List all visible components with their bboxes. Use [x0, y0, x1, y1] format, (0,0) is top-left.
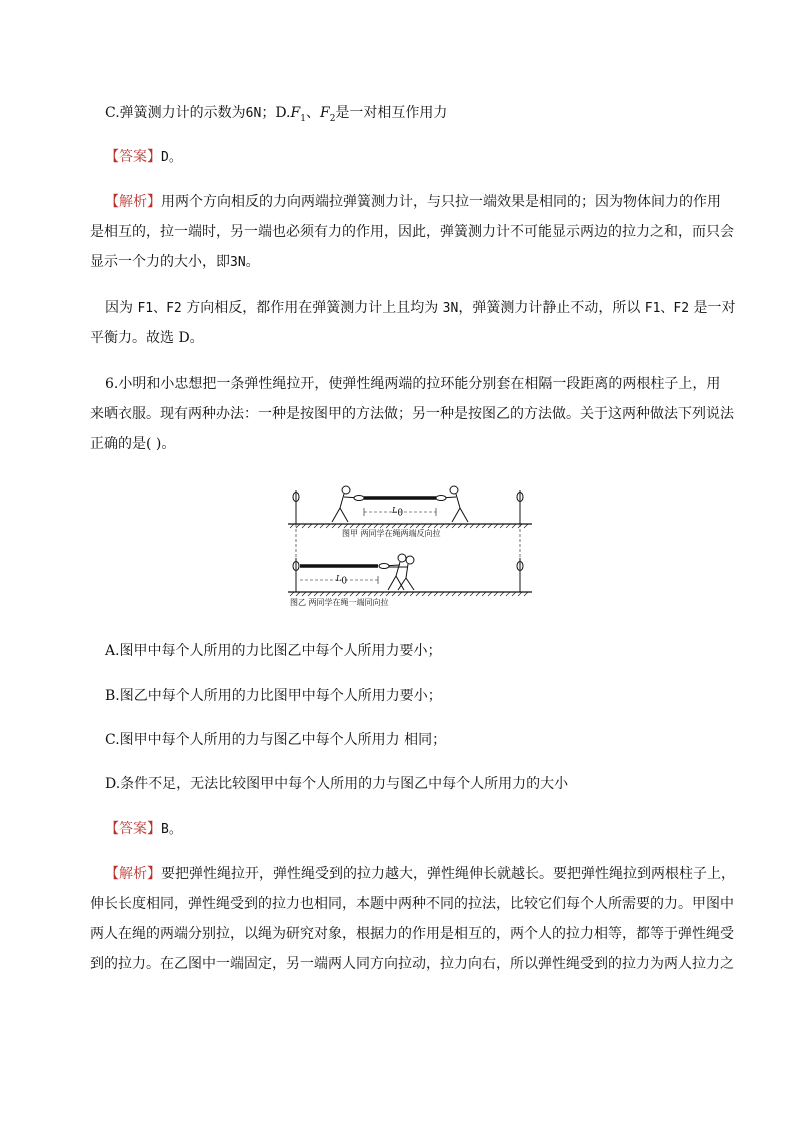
option-separator: ；D.	[261, 105, 291, 121]
rope-pulling-figure	[286, 482, 534, 616]
force-value: 3N	[442, 301, 459, 316]
analysis-text: 用两个方向相反的力向两端拉弹簧测力计，与只拉一端效果是相同的；因为物体间力的作用	[161, 194, 721, 210]
analysis-text-end: 。	[245, 254, 260, 270]
option-c-text: C.弹簧测力计的示数为	[105, 105, 246, 121]
analysis-text: 要把弹性绳拉开，弹性绳受到的拉力越大，弹性绳伸长就越长。要把弹性绳拉到两根柱子上，	[161, 866, 735, 882]
option-c: C.图甲中每个人所用的力与图乙中每个人所用力 相同；	[105, 732, 447, 748]
option-b: B.图乙中每个人所用的力比图甲中每个人所用力要小；	[105, 688, 442, 704]
answer-value: D。	[161, 150, 182, 165]
analysis-1-line-3	[90, 252, 260, 273]
analysis-text: 方向相反，都作用在弹簧测力计上且均为	[181, 300, 443, 316]
question-6-line-1: 6.小明和小忠想把一条弹性绳拉开，使弹性绳两端的拉环能分别套在相隔一段距离的两根柱子上，用	[105, 376, 721, 392]
length-label-bottom: $L_0$	[336, 574, 348, 587]
comma-separator: 、	[305, 105, 320, 121]
option-c-value: 6N	[245, 106, 262, 121]
analysis-label: 【解析】	[105, 866, 161, 882]
analysis-2-line-3: 两人在绳的两端分别拉，以绳为研究对象，根据力的作用是相互的，两个人的拉力相等，都等于弹性绳受	[90, 926, 734, 942]
answer-line-2	[105, 819, 182, 840]
analysis-text: 显示一个力的大小，即	[90, 254, 230, 270]
answer-value: B。	[161, 822, 182, 837]
analysis-2-line-2: 伸长长度相同，弹性绳受到的拉力也相同，本题中两种不同的拉法，比较它们每个人所需要的力。甲图中	[90, 896, 734, 912]
analysis-text: 因为	[105, 300, 138, 316]
analysis-1-line-2: 是相互的，拉一端时，另一端也必须有力的作用，因此，弹簧测力计不可能显示两边的拉力之和，而只会	[90, 224, 734, 240]
analysis-2-line-4: 到的拉力。在乙图中一端固定，另一端两人同方向拉动，拉力向右，所以弹性绳受到的拉力为两人拉力之	[90, 956, 734, 972]
analysis-value: 3N	[230, 255, 246, 270]
figure-caption-yi: 图乙 两同学在绳一端同向拉	[290, 598, 389, 607]
answer-label: 【答案】	[105, 821, 161, 837]
force-f1-symbol: F	[290, 105, 301, 121]
analysis-2-line-1	[105, 864, 735, 884]
question-6-line-2: 来晒衣服。现有两种办法：一种是按图甲的方法做；另一种是按图乙的方法做。关于这两种做法下列说法	[90, 406, 734, 422]
figure-drawing	[286, 482, 534, 616]
answer-label: 【答案】	[105, 149, 161, 165]
analysis-text: ，弹簧测力计静止不动，所以	[458, 300, 645, 316]
option-d-text: 是一对相互作用力	[335, 105, 448, 121]
force-symbols: F1、F2	[137, 301, 182, 316]
option-d: D.条件不足，无法比较图甲中每个人所用的力与图乙中每个人所用力的大小	[105, 776, 569, 792]
answer-line-1	[105, 147, 182, 168]
previous-options-line	[105, 103, 447, 124]
force-f1-subscript: 1	[300, 113, 306, 124]
length-label-top: $L_0$	[392, 506, 404, 519]
force-f2-symbol: F	[319, 105, 330, 121]
analysis-label: 【解析】	[105, 194, 161, 210]
analysis-1-paragraph-2-line-1	[105, 298, 736, 319]
figure-caption-jia: 图甲 两同学在绳两端反向拉	[342, 529, 441, 538]
analysis-1-paragraph-2-line-2: 平衡力。故选 D。	[90, 330, 204, 346]
option-a: A.图甲中每个人所用的力比图乙中每个人所用力要小；	[105, 643, 442, 659]
force-symbols: F1、F2	[644, 301, 690, 316]
analysis-text: 是一对	[689, 300, 736, 316]
analysis-1-line-1	[105, 192, 721, 212]
question-6-line-3: 正确的是( )。	[90, 436, 176, 452]
force-f2-subscript: 2	[329, 113, 336, 124]
